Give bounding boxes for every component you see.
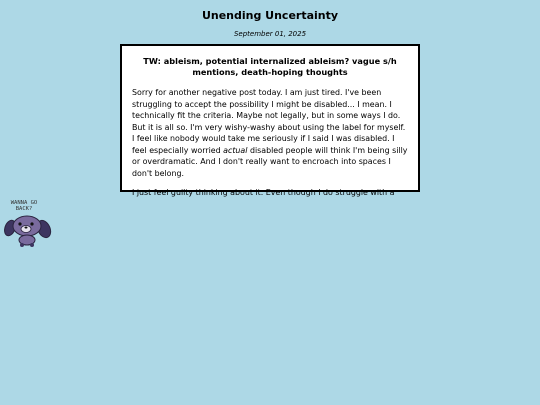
paragraph-text: disabled people will think I'm being silly or overdramatic. And I don't really want to encroach into spaces I don't belong. xyxy=(132,145,408,178)
paragraph-text: Sorry for another negative post today. I am just tired. I've been struggling to accept the possibility I might be disabled... I mean. I technically fit the criteria. Maybe not legally, but in some ways I do. But it is all so. I'm very wishy-washy about using the label for myself. I feel like nobody would take me seriously if I said I was disabled. I feel especially worried xyxy=(132,88,406,155)
puppy-icon xyxy=(4,212,56,248)
post-paragraph: I just feel guilty thinking about it. Even though I do struggle with a xyxy=(132,188,395,197)
blog-title: Unending Uncertainty xyxy=(201,9,339,22)
post-date: September 01, 2025 xyxy=(233,30,307,38)
emphasis-text: actual xyxy=(223,145,248,155)
post-body xyxy=(132,87,410,199)
back-button[interactable] xyxy=(4,200,56,248)
trigger-warning-heading: TW: ableism, potential internalized ableism? vague s/h mentions, death-hoping thoughts xyxy=(143,56,397,77)
post-paragraph xyxy=(132,87,410,179)
post-container[interactable] xyxy=(120,44,420,197)
back-button-label: WANNA GO BACK? xyxy=(10,200,38,212)
